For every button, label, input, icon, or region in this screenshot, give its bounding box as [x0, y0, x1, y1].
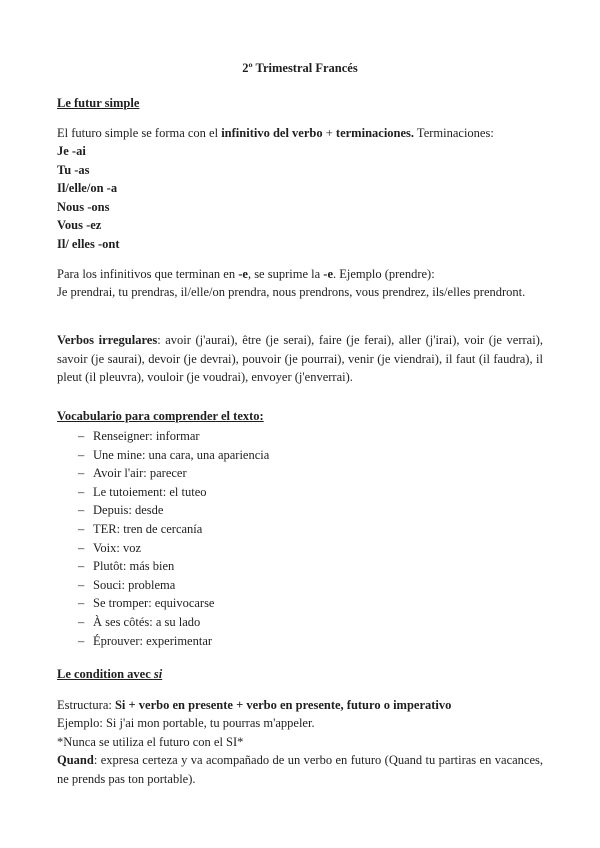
dash-marker: –: [78, 633, 85, 648]
vocab-heading: Vocabulario para comprender el texto:: [57, 409, 264, 423]
e-rule-text-1: Para los infinitivos que terminan en: [57, 267, 239, 281]
vocab-item-text: Depuis: desde: [93, 503, 164, 518]
dash-marker: –: [78, 429, 85, 443]
vocab-item-text: Se tromper: equivocarse: [93, 596, 215, 611]
structure-formula: Si + verbo en presente + verbo en presente, futuro o imperativo: [114, 698, 452, 712]
list-item: [78, 483, 269, 502]
dash-marker: –: [78, 503, 85, 518]
e-rule-text-2: , se suprime la: [247, 267, 324, 281]
quand-label: Quand: [57, 753, 94, 767]
condition-heading-text: Le condition avec: [57, 667, 154, 681]
vocab-item-text: Renseigner: informar: [93, 429, 200, 443]
list-item: [78, 464, 269, 483]
vocab-item-text: À ses côtés: a su lado: [93, 614, 201, 629]
vocab-item-text: Plutôt: más bien: [93, 559, 175, 574]
irregular-text: : avoir (j'aurai), être (je serai), faire (je ferai), aller (j'irai), voir (je verrai), savoir (je saurai), devoir (je devrai), pouvoir (je pourrai), venir (je viendrai), il faut (il faudra), il pleut (il pleuvra), vouloir (je voudrai), envoyer (j'enverrai).: [57, 333, 543, 384]
vocab-item-text: Avoir l'air: parecer: [93, 466, 187, 481]
vocab-list: [78, 427, 269, 650]
dash-marker: –: [78, 614, 85, 629]
list-item: [78, 576, 269, 595]
condition-heading-si: si: [153, 667, 163, 681]
quand-text: : expresa certeza y va acompañado de un verbo en futuro (Quand tu partiras en vacances, ne prends pas ton portable).: [57, 753, 543, 786]
page-title: 2º Trimestral Francés: [242, 61, 358, 75]
list-item: [78, 520, 269, 539]
dash-marker: –: [78, 484, 85, 499]
condition-structure: [57, 698, 451, 713]
futur-intro-mid: +: [322, 126, 336, 140]
futur-heading: Le futur simple: [57, 96, 140, 110]
e-rule: [57, 267, 435, 282]
list-item: [78, 539, 269, 558]
futur-intro-bold2: terminaciones.: [335, 126, 415, 140]
list-item: [78, 446, 269, 465]
ending-nous: Nous -ons: [57, 200, 110, 214]
condition-note: *Nunca se utiliza el futuro con el SI*: [57, 735, 244, 749]
quand-paragraph: [57, 751, 543, 788]
futur-intro-bold1: infinitivo del verbo: [221, 126, 323, 140]
vocab-item-text: Le tutoiement: el tuteo: [93, 484, 207, 499]
ending-ils: Il/ elles -ont: [57, 237, 120, 251]
e-rule-bold-1: -e: [238, 267, 248, 281]
vocab-item-text: Une mine: una cara, una apariencia: [93, 447, 270, 462]
ending-vous: Vous -ez: [57, 218, 102, 232]
structure-label: Estructura:: [57, 698, 115, 712]
dash-marker: –: [78, 577, 85, 592]
ending-je: Je -ai: [57, 144, 86, 158]
dash-marker: –: [78, 540, 85, 555]
vocab-item-text: Éprouver: experimentar: [93, 633, 213, 648]
vocab-item-text: Voix: voz: [93, 540, 142, 555]
list-item: [78, 427, 269, 446]
e-example: Je prendrai, tu prendras, il/elle/on prendra, nous prendrons, vous prendrez, ils/elles prendront.: [57, 285, 526, 299]
dash-marker: –: [78, 559, 85, 574]
list-item: [78, 632, 269, 651]
list-item: [78, 501, 269, 520]
irregular-label: Verbos irregulares: [57, 333, 158, 347]
condition-example: Ejemplo: Si j'ai mon portable, tu pourras m'appeler.: [57, 716, 315, 730]
list-item: [78, 613, 269, 632]
futur-intro-post: Terminaciones:: [414, 126, 494, 140]
dash-marker: –: [78, 521, 85, 536]
list-item: [78, 594, 269, 613]
ending-tu: Tu -as: [57, 163, 90, 177]
condition-heading: [57, 667, 162, 682]
dash-marker: –: [78, 596, 85, 611]
irregular-verbs: [57, 331, 543, 387]
list-item: [78, 557, 269, 576]
dash-marker: –: [78, 466, 85, 481]
e-rule-bold-2: -e: [323, 267, 333, 281]
dash-marker: –: [78, 447, 85, 462]
e-rule-text-3: . Ejemplo (prendre):: [333, 267, 435, 281]
vocab-item-text: Souci: problema: [93, 577, 176, 592]
ending-il: Il/elle/on -a: [57, 181, 118, 195]
futur-intro: [57, 126, 494, 141]
futur-intro-pre: El futuro simple se forma con el: [57, 126, 222, 140]
vocab-item-text: TER: tren de cercanía: [93, 521, 203, 536]
